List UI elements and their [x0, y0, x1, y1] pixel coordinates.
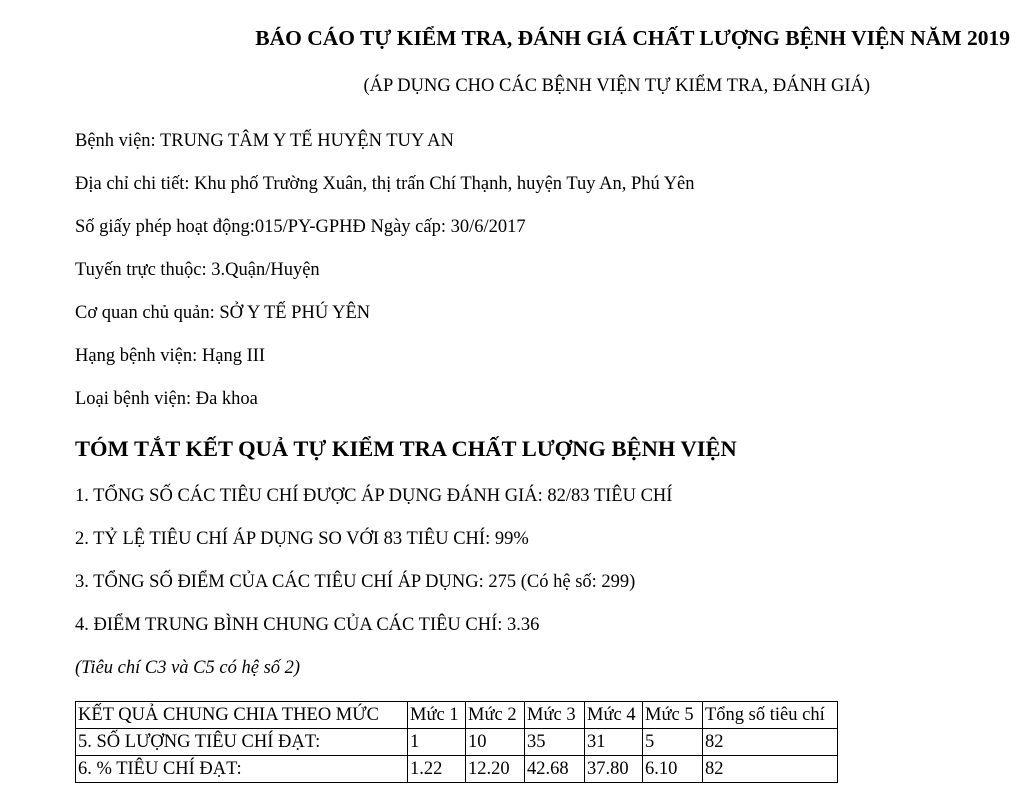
table-cell: 35 — [525, 729, 585, 756]
table-cell: 6.10 — [643, 756, 703, 783]
table-cell: 42.68 — [525, 756, 585, 783]
table-header-cell: Mức 5 — [643, 702, 703, 729]
hospital-rank: Hạng bệnh viện: Hạng III — [75, 346, 266, 366]
table-cell: 1 — [408, 729, 466, 756]
table-header-cell: Tổng số tiêu chí — [703, 702, 838, 729]
table-header-cell: Mức 1 — [408, 702, 466, 729]
table-header-cell: KẾT QUẢ CHUNG CHIA THEO MỨC — [76, 702, 408, 729]
table-header-row — [76, 702, 838, 729]
table-row — [76, 756, 838, 783]
table-cell: 82 — [703, 756, 838, 783]
table-cell: 6. % TIÊU CHÍ ĐẠT: — [76, 756, 408, 783]
summary-total-score: 3. TỔNG SỐ ĐIỂM CỦA CÁC TIÊU CHÍ ÁP DỤNG: 275 (Có hệ số: 299) — [75, 572, 636, 592]
table-header-cell: Mức 2 — [466, 702, 525, 729]
summary-criteria-ratio: 2. TỶ LỆ TIÊU CHÍ ÁP DỤNG SO VỚI 83 TIÊU CHÍ: 99% — [75, 529, 529, 549]
summary-heading: TÓM TẮT KẾT QUẢ TỰ KIỂM TRA CHẤT LƯỢNG BỆNH VIỆN — [75, 436, 737, 461]
table-cell: 31 — [585, 729, 643, 756]
hospital-type: Loại bệnh viện: Đa khoa — [75, 389, 258, 409]
table-cell: 5. SỐ LƯỢNG TIÊU CHÍ ĐẠT: — [76, 729, 408, 756]
summary-total-criteria: 1. TỔNG SỐ CÁC TIÊU CHÍ ĐƯỢC ÁP DỤNG ĐÁNH GIÁ: 82/83 TIÊU CHÍ — [75, 486, 673, 506]
report-subtitle: (ÁP DỤNG CHO CÁC BỆNH VIỆN TỰ KIỂM TRA, ĐÁNH GIÁ) — [363, 76, 870, 96]
results-table — [75, 701, 838, 783]
hospital-name: Bệnh viện: TRUNG TÂM Y TẾ HUYỆN TUY AN — [75, 131, 454, 151]
summary-average-score: 4. ĐIỂM TRUNG BÌNH CHUNG CỦA CÁC TIÊU CHÍ: 3.36 — [75, 615, 540, 635]
coefficient-note: (Tiêu chí C3 và C5 có hệ số 2) — [75, 658, 301, 678]
license-info: Số giấy phép hoạt động:015/PY-GPHĐ Ngày cấp: 30/6/2017 — [75, 217, 526, 237]
table-cell: 37.80 — [585, 756, 643, 783]
table-cell: 82 — [703, 729, 838, 756]
governing-agency: Cơ quan chủ quản: SỞ Y TẾ PHÚ YÊN — [75, 303, 371, 323]
table-header-cell: Mức 4 — [585, 702, 643, 729]
table-header-cell: Mức 3 — [525, 702, 585, 729]
hospital-tier: Tuyến trực thuộc: 3.Quận/Huyện — [75, 260, 320, 280]
table-row — [76, 729, 838, 756]
table-cell: 5 — [643, 729, 703, 756]
report-title: BÁO CÁO TỰ KIỂM TRA, ĐÁNH GIÁ CHẤT LƯỢNG BỆNH VIỆN NĂM 2019 — [255, 26, 1010, 50]
table-cell: 12.20 — [466, 756, 525, 783]
hospital-address: Địa chỉ chi tiết: Khu phố Trường Xuân, thị trấn Chí Thạnh, huyện Tuy An, Phú Yên — [75, 174, 695, 194]
table-cell: 10 — [466, 729, 525, 756]
table-cell: 1.22 — [408, 756, 466, 783]
